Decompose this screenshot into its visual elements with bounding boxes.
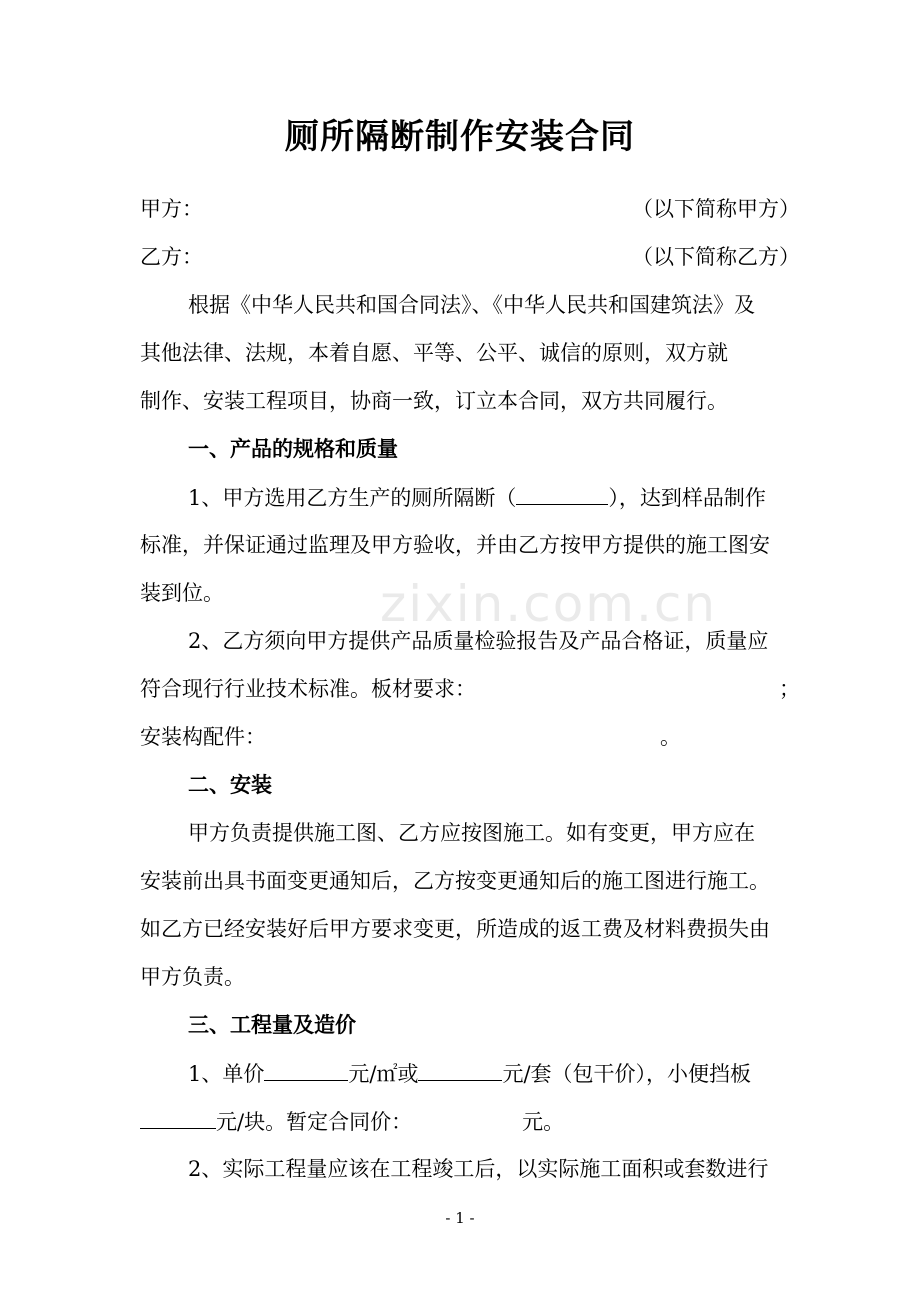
watermark: zixin.com.cn bbox=[380, 575, 718, 633]
unit-price-label: 1、单价 bbox=[188, 1062, 265, 1086]
section-2-line-2: 安装前出具书面变更通知后，乙方按变更通知后的施工图进行施工。 bbox=[140, 869, 770, 893]
section-2-heading: 二、安装 bbox=[188, 773, 272, 797]
section-1-p2-line-3 bbox=[140, 722, 800, 752]
section-3-heading: 三、工程量及造价 bbox=[188, 1013, 356, 1037]
section-1-p1-line-3: 装到位。 bbox=[140, 581, 224, 605]
fittings-end: 。 bbox=[660, 725, 681, 749]
unit-price-sqm-blank bbox=[264, 1058, 348, 1081]
section-2-line-3: 如乙方已经安装好后甲方要求变更，所造成的返工费及材料费损失由 bbox=[140, 917, 770, 941]
party-b-line bbox=[140, 242, 800, 272]
party-b-note: （以下简称乙方） bbox=[632, 245, 800, 269]
section-1-p2-line-2 bbox=[140, 674, 800, 704]
section-2-line-1: 甲方负责提供施工图、乙方应按图施工。如有变更，甲方应在 bbox=[188, 821, 755, 845]
section-1-p1-text-a: 1、甲方选用乙方生产的厕所隔断（ bbox=[188, 486, 517, 510]
intro-line-3: 制作、安装工程项目，协商一致，订立本合同，双方共同履行。 bbox=[140, 389, 728, 413]
section-2-line-4: 甲方负责。 bbox=[140, 965, 245, 989]
party-a-line bbox=[140, 194, 800, 224]
unit-price-set-unit: 元/套（包干价），小便挡板 bbox=[502, 1062, 752, 1086]
contract-price-label: 元/块。暂定合同价： bbox=[216, 1110, 413, 1134]
section-1-heading: 一、产品的规格和质量 bbox=[188, 437, 398, 461]
intro-line-1: 根据《中华人民共和国合同法》、《中华人民共和国建筑法》及 bbox=[188, 293, 755, 317]
party-b-label: 乙方： bbox=[140, 245, 203, 269]
section-3-p2-line-1: 2、实际工程量应该在工程竣工后，以实际施工面积或套数进行 bbox=[188, 1157, 769, 1181]
spec-blank bbox=[516, 482, 608, 505]
section-3-p1-line-2 bbox=[140, 1106, 800, 1137]
board-requirement-end: ； bbox=[779, 677, 800, 701]
party-a-note: （以下简称甲方） bbox=[632, 197, 800, 221]
section-1-p1-text-b: ），达到样品制作 bbox=[608, 486, 766, 510]
section-1-p2-line-1: 2、乙方须向甲方提供产品质量检验报告及产品合格证，质量应 bbox=[188, 629, 769, 653]
contract-price-unit: 元。 bbox=[522, 1110, 565, 1134]
intro-line-2: 其他法律、法规，本着自愿、平等、公平、诚信的原则，双方就 bbox=[140, 341, 728, 365]
section-1-p1-line-2: 标准，并保证通过监理及甲方验收，并由乙方按甲方提供的施工图安 bbox=[140, 533, 770, 557]
section-3-p1-line-1 bbox=[188, 1058, 800, 1089]
fittings-label: 安装构配件： bbox=[140, 725, 266, 749]
unit-price-sqm-unit: 元/㎡或 bbox=[348, 1062, 419, 1086]
document-title: 厕所隔断制作安装合同 bbox=[285, 117, 635, 157]
unit-price-set-blank bbox=[418, 1058, 502, 1081]
section-1-p1-line-1 bbox=[188, 482, 800, 513]
board-requirement-label: 符合现行行业技术标准。板材要求： bbox=[140, 677, 476, 701]
party-a-label: 甲方： bbox=[140, 197, 203, 221]
page-number: - 1 - bbox=[445, 1209, 475, 1227]
urinal-board-price-blank bbox=[140, 1106, 216, 1129]
